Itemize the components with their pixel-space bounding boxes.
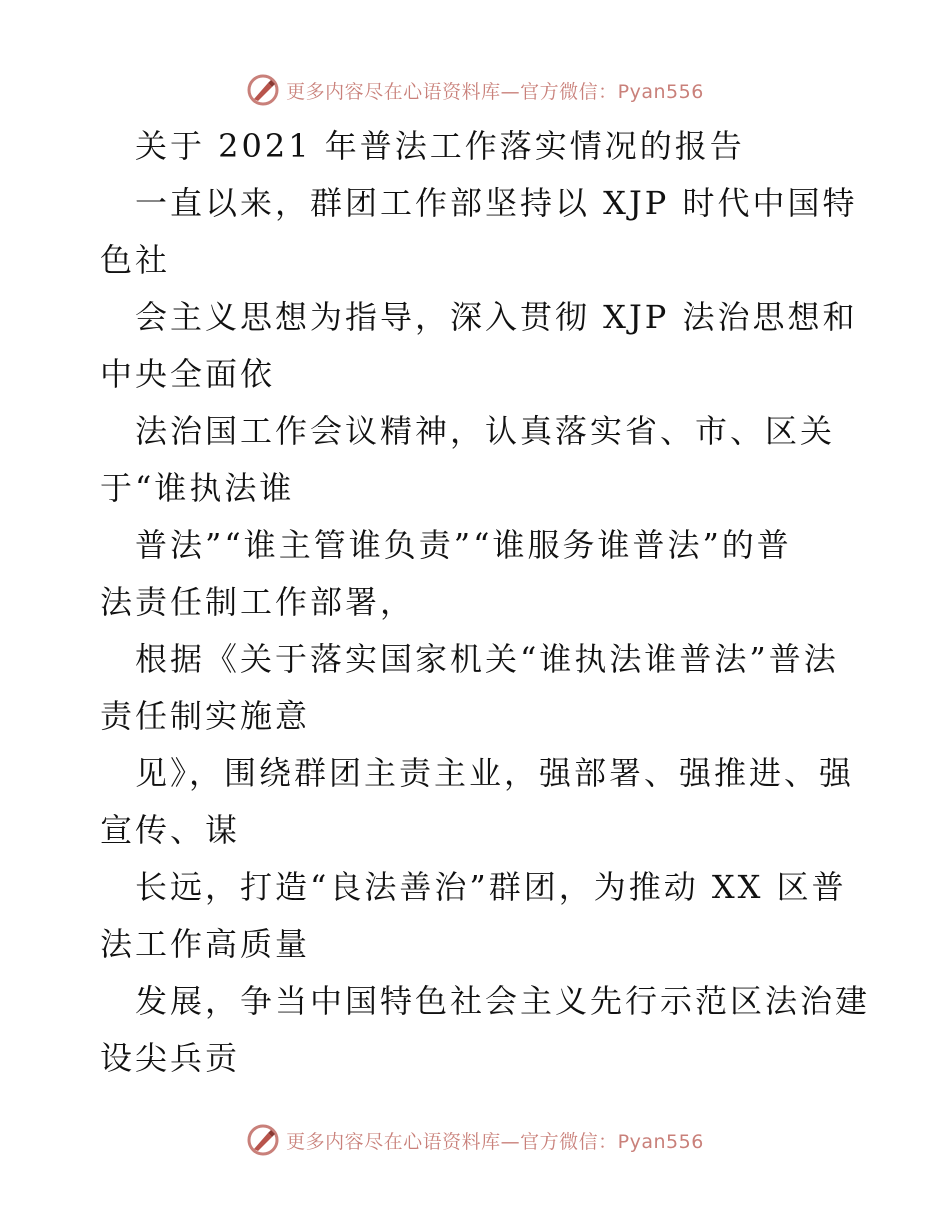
paragraph-line: 会主义思想为指导，深入贯彻 XJP 法治思想和 [135,298,858,336]
watermark-text: 更多内容尽在心语资料库—官方微信：Pyan556 [286,80,704,103]
document-body [100,118,880,1087]
paragraph-line: 设尖兵贡 [100,1039,241,1077]
paragraph-line: 责任制实施意 [100,697,311,735]
paragraph-line: 见》，围绕群团主责主业，强部署、强推进、强 [135,754,855,792]
pen-logo-icon [246,73,280,107]
paragraph-line: 法责任制工作部署， [100,583,416,621]
document-title: 关于 2021 年普法工作落实情况的报告 [135,127,745,165]
paragraph-line: 于“谁执法谁 [100,469,295,507]
watermark-text: 更多内容尽在心语资料库—官方微信：Pyan556 [286,1130,704,1153]
paragraph-line: 中央全面依 [100,355,276,393]
paragraph-line: 一直以来，群团工作部坚持以 XJP 时代中国特 [135,184,858,222]
paragraph-line: 法治国工作会议精神，认真落实省、市、区关 [135,412,836,450]
pen-logo-icon [246,1123,280,1157]
paragraph-line: 宣传、谋 [100,811,241,849]
paragraph-line: 根据《关于落实国家机关“谁执法谁普法”普法 [135,640,839,678]
paragraph-line: 色社 [100,241,171,279]
paragraph-line: 普法”“谁主管谁负责”“谁服务谁普法”的普 [135,526,792,564]
paragraph-line: 法工作高质量 [100,925,311,963]
paragraph-line: 发展，争当中国特色社会主义先行示范区法治建 [135,982,871,1020]
header-watermark-banner [0,70,950,110]
paragraph-line: 长远，打造“良法善治”群团，为推动 XX 区普 [135,868,847,906]
footer-watermark-banner [0,1120,950,1160]
